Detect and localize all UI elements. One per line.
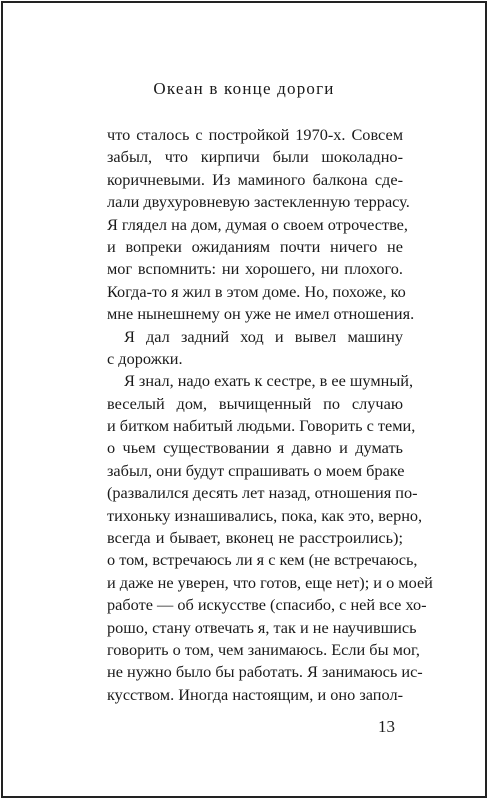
text-line: забыл, что кирпичи были шоколадно- bbox=[107, 147, 403, 167]
text-line: Я дал задний ход и вывел машину bbox=[124, 326, 403, 346]
text-line: Я глядел на дом, думая о своем отрочестве, bbox=[107, 214, 408, 234]
body-text bbox=[107, 124, 433, 706]
text-line: коричневыми. Из маминого балкона сде- bbox=[107, 169, 403, 189]
text-line: всегда и бывает, вконец не расстроились); bbox=[107, 528, 403, 548]
text-line: лали двухуровневую застекленную террасу. bbox=[107, 192, 410, 212]
text-line: забыл, они будут спрашивать о моем браке bbox=[107, 460, 405, 480]
text-line: тихоньку изнашивались, пока, как это, верно, bbox=[107, 505, 423, 525]
text-line: что сталось с постройкой 1970-х. Совсем bbox=[107, 125, 403, 144]
text-line: о том, встречаюсь ли я с кем (не встречаюсь, bbox=[107, 550, 418, 570]
book-page bbox=[1, 1, 487, 798]
text-line: мог вспомнить: ни хорошего, ни плохого. bbox=[107, 259, 403, 279]
text-line: с дорожки. bbox=[107, 348, 183, 368]
text-line: о чьем существовании я давно и думать bbox=[107, 438, 403, 458]
text-line: и вопреки ожиданиям почти ничего не bbox=[107, 236, 403, 256]
page-number: 13 bbox=[378, 717, 395, 736]
text-line: работе — об искусстве (спасибо, с ней все хо- bbox=[107, 595, 427, 615]
text-line: рошо, стану отвечать я, так и не научившись bbox=[107, 617, 417, 637]
text-line: мне нынешнему он уже не имел отношения. bbox=[107, 304, 415, 324]
text-line: не нужно было бы работать. Я занимаюсь ис- bbox=[107, 662, 423, 682]
text-line: веселый дом, вычищенный по случаю bbox=[107, 393, 403, 413]
text-line: (развалился десять лет назад, отношения по- bbox=[107, 483, 418, 503]
text-line: кусством. Иногда настоящим, и оно запол- bbox=[107, 684, 403, 704]
text-line: Когда-то я жил в этом доме. Но, похоже, ко bbox=[107, 281, 406, 301]
text-line: говорить о том, чем занимаюсь. Если бы мог, bbox=[107, 639, 420, 659]
text-line: Я знал, надо ехать к сестре, в ее шумный, bbox=[124, 371, 414, 391]
text-line: и даже не уверен, что готов, еще нет); и о моей bbox=[107, 572, 433, 592]
running-title: Океан в конце дороги bbox=[153, 79, 335, 98]
text-line: и битком набитый людьми. Говорить с теми, bbox=[107, 416, 416, 436]
